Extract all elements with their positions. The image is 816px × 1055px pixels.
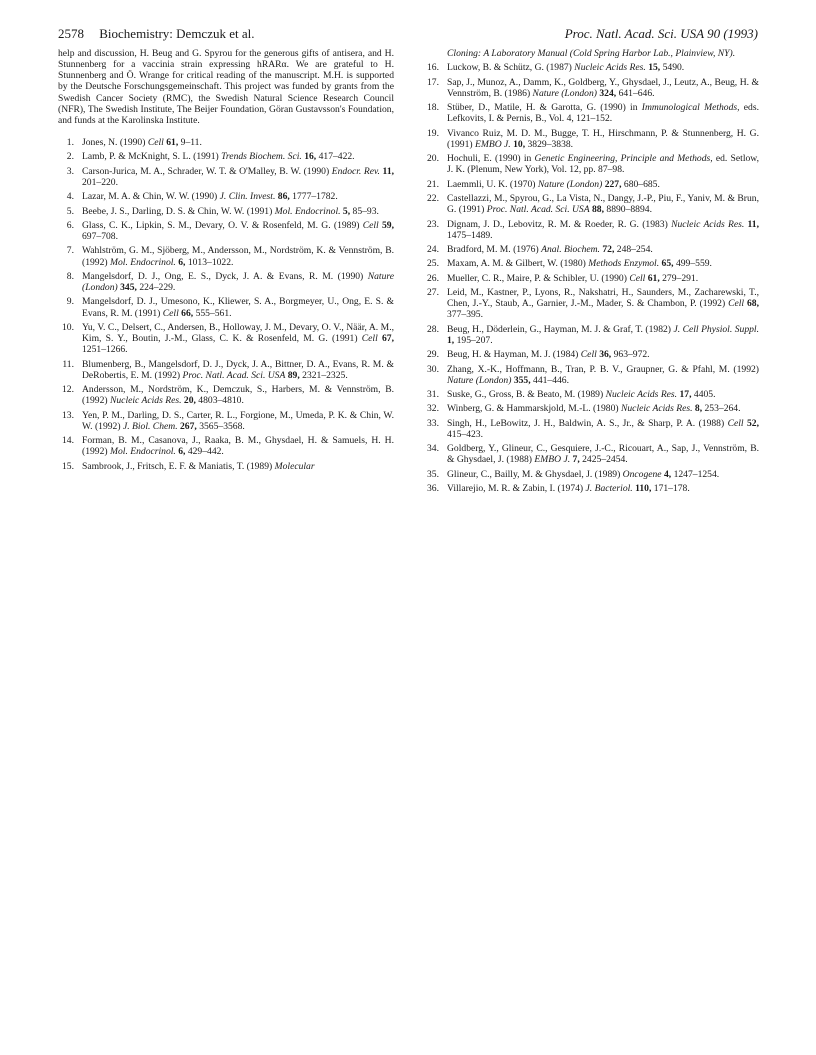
reference-authors: Vivanco Ruiz, M. D. M., Bugge, T. H., Hirschmann, P. & Stunnenberg, H. G. (1991) (447, 127, 759, 150)
reference-number: 1. (66, 137, 74, 149)
reference-number: 31. (427, 389, 439, 401)
reference-volume: 89, (287, 369, 300, 381)
reference-volume: 68, (747, 298, 759, 310)
reference-volume: 86, (277, 191, 290, 203)
reference-pages: 377–395. (447, 309, 483, 321)
reference-volume: 61, (166, 137, 179, 149)
reference-15-continuation: Cloning: A Laboratory Manual (Cold Spring Harbor Lab., Plainview, NY). (447, 48, 736, 59)
reference-item (58, 206, 394, 217)
reference-pages: 2425–2454. (582, 454, 628, 466)
reference-number: 29. (427, 349, 439, 361)
reference-item (423, 193, 759, 215)
reference-source: Nature (London) (532, 87, 597, 99)
journal-citation: Proc. Natl. Acad. Sci. USA 90 (1993) (564, 26, 758, 41)
reference-number: 27. (427, 287, 439, 299)
running-header-left (58, 26, 254, 42)
reference-source: Nucleic Acids Res. (605, 389, 678, 401)
reference-source: Mol. Endocrinol. (109, 446, 176, 458)
reference-source: Trends Biochem. Sci. (221, 151, 302, 163)
reference-authors: Yen, P. M., Darling, D. S., Carter, R. L., Forgione, M., Umeda, P. K. & Chin, W. W. (1992) (82, 409, 394, 432)
reference-number: 12. (62, 384, 74, 396)
reference-number: 18. (427, 102, 439, 114)
reference-authors: Beug, H., Döderlein, G., Hayman, M. J. & Graf, T. (1982) (447, 323, 671, 335)
reference-number: 20. (427, 153, 439, 165)
reference-volume: 66, (181, 307, 194, 319)
reference-source: Cell (727, 417, 744, 429)
reference-number: 30. (427, 363, 439, 375)
reference-pages: 697–708. (82, 231, 118, 243)
reference-volume: 5, (342, 205, 351, 217)
reference-source: EMBO J. (474, 138, 511, 150)
reference-authors: Carson-Jurica, M. A., Schrader, W. T. & O'Malley, B. W. (1990) (82, 165, 330, 177)
reference-number: 24. (427, 244, 439, 256)
reference-volume: 4, (663, 468, 672, 480)
reference-number: 21. (427, 178, 439, 190)
reference-source: Endocr. Rev. (331, 165, 380, 177)
reference-pages: 641–646. (618, 87, 655, 99)
reference-item (423, 469, 759, 480)
reference-item (423, 179, 759, 190)
reference-item (58, 220, 394, 242)
reference-item (423, 62, 759, 73)
reference-number: 25. (427, 258, 439, 270)
left-column (58, 48, 394, 475)
reference-number: 16. (427, 62, 439, 74)
journal-section: Biochemistry: Demczuk et al. (99, 26, 255, 41)
reference-number: 19. (427, 127, 439, 139)
reference-source: Mol. Endocrinol. (274, 205, 341, 217)
reference-item (423, 324, 759, 346)
reference-pages: 279–291. (662, 272, 699, 284)
reference-pages: 1777–1782. (292, 191, 338, 203)
reference-source: Molecular (274, 460, 315, 472)
reference-number: 6. (66, 219, 74, 231)
reference-item (423, 128, 759, 150)
reference-volume: 11, (382, 165, 395, 177)
reference-number: 32. (427, 403, 439, 415)
reference-pages: 417–422. (318, 151, 355, 163)
reference-authors: Beug, H. & Hayman, M. J. (1984) (447, 349, 579, 361)
reference-source: Oncogene (622, 468, 662, 480)
reference-pages: 201–220. (82, 176, 118, 188)
reference-pages: 5490. (662, 62, 685, 74)
reference-pages: 248–254. (616, 244, 653, 256)
reference-authors: Blumenberg, B., Mangelsdorf, D. J., Dyck, J. A., Bittner, D. A., Evans, R. M. & DeRobertis, E. M. (1992) (82, 358, 394, 381)
reference-source: Cell (629, 272, 646, 284)
reference-pages: 1013–1022. (187, 256, 234, 268)
reference-number: 11. (62, 358, 74, 370)
reference-item (423, 443, 759, 465)
reference-source: Nature (London) (537, 178, 603, 190)
reference-item (423, 389, 759, 400)
reference-item (423, 77, 759, 99)
reference-authors: Wahlström, G. M., Sjöberg, M., Andersson, M., Nordström, K. & Vennström, B. (1992) (82, 245, 394, 268)
reference-pages: 415–423. (447, 428, 483, 440)
reference-item (423, 418, 759, 440)
reference-volume: 88, (591, 204, 604, 216)
reference-number: 3. (66, 165, 74, 177)
reference-authors: Lamb, P. & McKnight, S. L. (1991) (82, 151, 219, 163)
reference-source: J. Bacteriol. (585, 483, 633, 495)
reference-authors: Lazar, M. A. & Chin, W. W. (1990) (82, 191, 218, 203)
reference-item (423, 153, 759, 175)
reference-pages: 253–264. (704, 403, 741, 415)
reference-number: 34. (427, 443, 439, 455)
reference-source: Cell (162, 307, 179, 319)
reference-item (423, 349, 759, 360)
reference-authors: Stüber, D., Matile, H. & Garotta, G. (1990) in (447, 102, 638, 114)
reference-authors: Goldberg, Y., Glineur, C., Gesquiere, J.-C., Ricouart, A., Sap, J., Vennström, B. & Ghysdael, J. (1988) (447, 443, 759, 466)
reference-authors: Forman, B. M., Casanova, J., Raaka, B. M., Ghysdael, H. & Samuels, H. H. (1992) (82, 435, 394, 458)
reference-pages: 499–559. (675, 258, 712, 270)
reference-source: Cell (147, 137, 164, 149)
reference-pages: 195–207. (456, 334, 493, 346)
reference-volume: 7, (572, 454, 580, 466)
reference-authors: Luckow, B. & Schütz, G. (1987) (447, 62, 572, 74)
reference-pages: 1247–1254. (673, 468, 720, 480)
reference-source: Mol. Endocrinol. (109, 256, 176, 268)
reference-authors: Castellazzi, M., Spyrou, G., La Vista, N., Dangy, J.-P., Piu, F., Yaniv, M. & Brun, G. (1991) (447, 193, 759, 216)
reference-volume: 20, (183, 395, 196, 407)
reference-item (423, 403, 759, 414)
reference-authors: Laemmli, U. K. (1970) (447, 178, 536, 190)
reference-volume: 8, (694, 403, 703, 415)
reference-volume: 61, (647, 272, 660, 284)
reference-source: J. Biol. Chem. (122, 420, 178, 432)
reference-number: 35. (427, 468, 439, 480)
reference-authors: Winberg, G. & Hammarskjold, M.-L. (1980) (447, 403, 619, 415)
reference-pages: 680–685. (623, 178, 660, 190)
reference-source: Cell (580, 349, 597, 361)
reference-authors: Mangelsdorf, D. J., Umesono, K., Kliewer, S. A., Borgmeyer, U., Ong, E. S. & Evans, R. M. (1991) (82, 296, 394, 319)
reference-volume: 6, (178, 446, 186, 458)
reference-volume: 59, (382, 219, 394, 231)
reference-volume: 17, (679, 389, 692, 401)
reference-source: Cell (362, 219, 379, 231)
reference-pages: 3829–3838. (527, 138, 574, 150)
reference-number: 8. (66, 270, 74, 282)
reference-pages: 224–229. (139, 282, 176, 294)
reference-source: Genetic Engineering, Principle and Methods, (534, 153, 713, 165)
acknowledgments-paragraph: help and discussion, H. Beug and G. Spyrou for the generous gifts of antisera, and H. Stunnenberg for a vaccinia strain expressing hRARα. We are grateful to H. Stunnenberg and Ö. Wrange for critical reading of the manuscript. M.H. is supported by the Deutsche Forschungsgemeinschaft. This project was funded by grants from the Swedish Cancer Society (RMC), the Swedish Natural Science Research Council (NFR), The Swedish Institute, The Beijer Foundation, Göran Gustavsson's Foundation, and funds at the Karolinska Institute. (58, 48, 394, 126)
reference-source: Cell (728, 298, 745, 310)
reference-item (423, 287, 759, 320)
reference-volume: 345, (120, 282, 137, 294)
reference-pages: 9–11. (180, 137, 202, 149)
reference-item (423, 364, 759, 386)
reference-pages: 963–972. (613, 349, 650, 361)
reference-volume: 1, (447, 334, 455, 346)
reference-source: Proc. Natl. Acad. Sci. USA (182, 369, 286, 381)
reference-number: 26. (427, 272, 439, 284)
reference-item (58, 461, 394, 472)
reference-number: 7. (66, 245, 74, 257)
reference-authors: Villarejio, M. R. & Zabin, I. (1974) (447, 483, 584, 495)
reference-volume: 10, (513, 138, 526, 150)
reference-authors: Glineur, C., Bailly, M. & Ghysdael, J. (1989) (447, 468, 621, 480)
reference-source: Cell (361, 333, 378, 345)
reference-authors: Mueller, C. R., Maire, P. & Schibler, U. (1990) (447, 272, 627, 284)
reference-number: 2. (66, 151, 74, 163)
reference-number: 5. (66, 205, 74, 217)
reference-pages: ed. Setlow, J. K. (Plenum, New York), Vol. 12, pp. 87–98. (447, 153, 759, 176)
reference-authors: Leid, M., Kastner, P., Lyons, R., Nakshatri, H., Saunders, M., Zacharewski, T., Chen, J.-Y., Staub, A., Garnier, J.-M., Mader, S. & Chambon, P. (1992) (447, 287, 759, 310)
reference-number: 14. (62, 435, 74, 447)
reference-authors: Yu, V. C., Delsert, C., Andersen, B., Holloway, J. M., Devary, O. V., Näär, A. M., Kim, S. Y., Boutin, J.-M., Glass, C. K. & Rosenfeld, M. G. (1991) (82, 321, 394, 345)
reference-source: J. Cell Physiol. Suppl. (673, 323, 759, 335)
reference-pages: 1251–1266. (82, 344, 128, 356)
reference-pages: 1475–1489. (447, 229, 493, 241)
reference-volume: 72, (602, 244, 615, 256)
reference-item (58, 410, 394, 432)
reference-source: Nature (London) (82, 270, 394, 294)
reference-source: Nature (London) (447, 374, 512, 386)
reference-number: 22. (427, 193, 439, 205)
reference-volume: 324, (599, 87, 617, 99)
reference-pages: 2321–2325. (302, 369, 348, 381)
reference-authors: Hochuli, E. (1990) in (447, 153, 532, 165)
right-column (423, 48, 759, 497)
reference-authors: Andersson, M., Nordström, K., Demczuk, S., Harbers, M. & Vennström, B. (1992) (82, 384, 394, 407)
reference-volume: 65, (661, 258, 674, 270)
reference-authors: Jones, N. (1990) (82, 137, 146, 149)
reference-source: EMBO J. (534, 454, 571, 466)
reference-authors: Bradford, M. M. (1976) (447, 244, 539, 256)
reference-volume: 15, (648, 62, 661, 74)
reference-volume: 355, (513, 374, 531, 386)
reference-source: Nucleic Acids Res. (620, 403, 693, 415)
reference-source: Nucleic Acids Res. (109, 395, 182, 407)
reference-authors: Dignam, J. D., Lebovitz, R. M. & Roeder, R. G. (1983) (447, 218, 668, 230)
reference-item (58, 359, 394, 381)
reference-pages: 171–178. (653, 483, 690, 495)
reference-number: 13. (62, 409, 74, 421)
reference-authors: Maxam, A. M. & Gilbert, W. (1980) (447, 258, 586, 270)
reference-number: 17. (427, 76, 439, 88)
reference-pages: 3565–3568. (199, 420, 245, 432)
reference-source: Methods Enzymol. (588, 258, 660, 270)
reference-list-left (58, 137, 394, 475)
reference-item (423, 102, 759, 124)
reference-number: 10. (62, 321, 74, 333)
reference-authors: Sambrook, J., Fritsch, E. F. & Maniatis, T. (1989) (82, 460, 273, 472)
reference-authors: Singh, H., LeBowitz, J. H., Baldwin, A. S., Jr., & Sharp, P. A. (1988) (447, 417, 725, 429)
reference-item (423, 273, 759, 284)
reference-item (58, 151, 394, 162)
reference-source: J. Clin. Invest. (219, 191, 276, 203)
reference-number: 33. (427, 417, 439, 429)
reference-pages: 429–442. (187, 446, 224, 458)
reference-item (58, 191, 394, 202)
reference-number: 23. (427, 218, 439, 230)
reference-volume: 52, (746, 417, 759, 429)
reference-pages: 8890–8894. (606, 204, 652, 216)
reference-item (58, 435, 394, 457)
reference-authors: Zhang, X.-K., Hoffmann, B., Tran, P. B. V., Graupner, G. & Pfahl, M. (1992) (447, 363, 759, 375)
reference-item (58, 166, 394, 188)
reference-item (58, 137, 394, 148)
reference-volume: 16, (304, 151, 317, 163)
reference-volume: 36, (599, 349, 612, 361)
reference-item (58, 271, 394, 293)
reference-item (58, 245, 394, 267)
reference-volume: 267, (180, 420, 197, 432)
reference-source: Nucleic Acids Res. (574, 62, 646, 74)
reference-volume: 67, (381, 333, 394, 345)
reference-source: Nucleic Acids Res. (671, 218, 745, 230)
reference-item (58, 322, 394, 355)
page-number: 2578 (58, 26, 84, 41)
reference-item (423, 219, 759, 241)
reference-authors: Beebe, J. S., Darling, D. S. & Chin, W. W. (1991) (82, 205, 273, 217)
reference-pages: 441–446. (533, 374, 569, 386)
reference-authors: Sap, J., Munoz, A., Damm, K., Goldberg, Y., Ghysdael, J., Leutz, A., Beug, H. & Vennström, B. (1986) (447, 76, 759, 99)
reference-number: 9. (66, 296, 74, 308)
reference-pages: 4405. (693, 389, 716, 401)
reference-volume: 110, (635, 483, 652, 495)
reference-list-right (423, 62, 759, 497)
reference-source: Immunological Methods, (641, 102, 740, 114)
reference-authors: Mangelsdorf, D. J., Ong, E. S., Dyck, J. A. & Evans, R. M. (1990) (82, 270, 364, 282)
reference-number: 28. (427, 323, 439, 335)
reference-authors: Suske, G., Gross, B. & Beato, M. (1989) (447, 389, 604, 401)
reference-item (423, 483, 759, 494)
reference-item (423, 244, 759, 255)
reference-item (58, 296, 394, 318)
reference-authors: Glass, C. K., Lipkin, S. M., Devary, O. V. & Rosenfeld, M. G. (1989) (82, 219, 360, 231)
reference-volume: 11, (747, 218, 759, 230)
reference-volume: 6, (178, 256, 186, 268)
reference-item (423, 258, 759, 269)
reference-pages: 4803–4810. (198, 395, 244, 407)
reference-volume: 227, (604, 178, 622, 190)
reference-number: 15. (62, 460, 74, 472)
reference-item (58, 384, 394, 406)
reference-source: Proc. Natl. Acad. Sci. USA (486, 204, 590, 216)
reference-number: 36. (427, 483, 439, 495)
reference-number: 4. (66, 191, 74, 203)
reference-pages: 555–561. (195, 307, 232, 319)
reference-source: Anal. Biochem. (541, 244, 600, 256)
reference-pages: eds. Lefkovits, I. & Pernis, B., Vol. 4, 121–152. (447, 102, 759, 125)
reference-pages: 85–93. (352, 205, 379, 217)
